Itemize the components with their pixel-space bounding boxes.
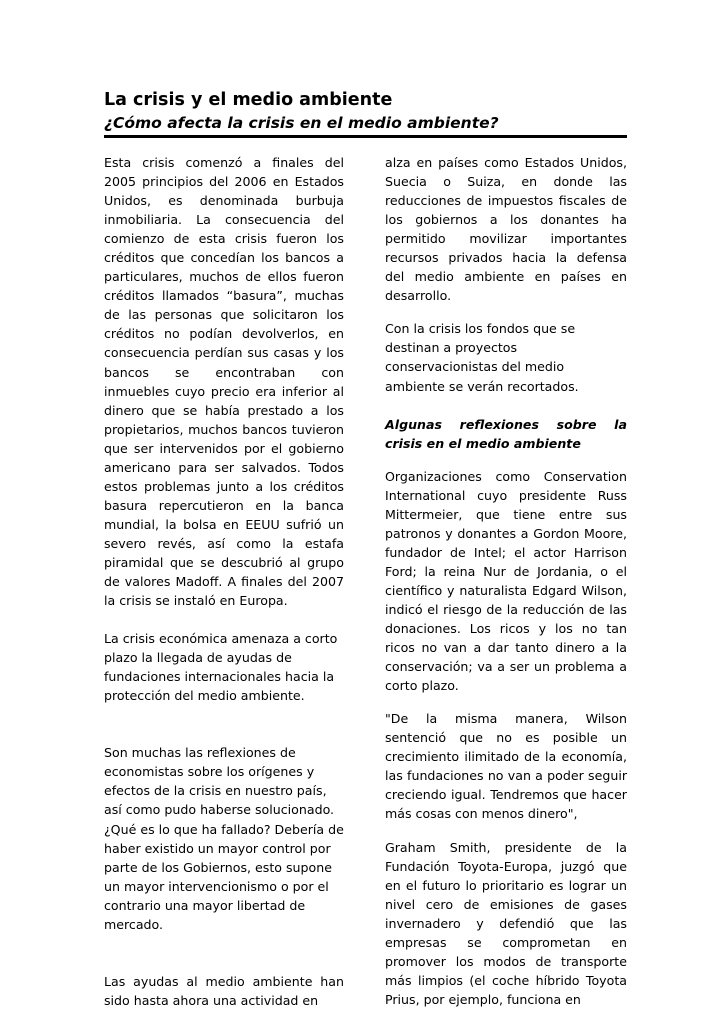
paragraph-environment-aid: Las ayudas al medio ambiente han sido hasta ahora una actividad en xyxy=(104,973,344,1008)
paragraph-spacer xyxy=(385,824,627,838)
paragraph-what-failed: ¿Qué es lo que ha fallado? Debería de haber existido un mayor control por parte de los Gobiernos, esto supone un mayor intervencionismo o por el contrario una mayor libertad de mercado. xyxy=(104,821,344,932)
paragraph-spacer xyxy=(385,396,627,415)
paragraph-economic-threat: La crisis económica amenaza a corto plazo la llegada de ayudas de fundaciones internacionales hacia la protección del medio ambiente. xyxy=(104,631,338,704)
right-column xyxy=(385,153,627,1009)
paragraph-spacer xyxy=(385,305,627,319)
document-subtitle: ¿Cómo afecta la crisis en el medio ambiente? xyxy=(104,114,499,132)
paragraph-conservation-international: Organizaciones como Conservation International cuyo presidente Russ Mittermeier, que tiene entre sus patronos y donantes a Gordon Moore, fundador de Intel; el actor Harrison Ford; la reina Nur de Jordania, o el científico y naturalista Edgard Wilson, indicó el riesgo de la reducción de las donaciones. Los ricos y los no tan ricos no van a dar tanto dinero a la conservación; va a ser un problema a corto plazo. xyxy=(385,468,627,694)
paragraph-spacer xyxy=(104,610,344,629)
paragraph-spacer xyxy=(385,453,627,467)
paragraph-graham-smith: Graham Smith, presidente de la Fundación Toyota-Europa, juzgó que en el futuro lo prioritario es lograr un nivel cero de emisiones de gases invernadero y defendió que las empresas se comprometan en promover los modos de transporte más limpios (el coche híbrido Toyota Prius, por ejemplo, funciona en xyxy=(385,839,627,1007)
section-heading: Algunas reflexiones sobre la crisis en el medio ambiente xyxy=(385,416,627,451)
title-divider xyxy=(104,135,627,138)
paragraph-spacer xyxy=(385,695,627,709)
paragraph-aid-countries: alza en países como Estados Unidos, Suecia o Suiza, en donde las reducciones de impuestos fiscales de los gobiernos a los donantes ha permitido movilizar importantes recursos privados hacia la defensa del medio ambiente en países en desarrollo. xyxy=(385,155,627,304)
paragraph-spacer xyxy=(104,934,344,972)
paragraph-reflections: Son muchas las reflexiones de economistas sobre los orígenes y efectos de la crisis en nuestro país, así como pudo haberse solucionado. xyxy=(104,745,335,818)
left-column xyxy=(104,153,344,1010)
paragraph-funds-cut: Con la crisis los fondos que se destinan a proyectos conservacionistas del medio ambiente se verán recortados. xyxy=(385,321,579,394)
document-title: La crisis y el medio ambiente xyxy=(104,90,393,110)
paragraph-crisis-origin: Esta crisis comenzó a finales del 2005 principios del 2006 en Estados Unidos, es denominada burbuja inmobiliaria. La consecuencia del comienzo de esta crisis fueron los créditos que concedían los bancos a particulares, muchos de ellos fueron créditos llamados “basura”, muchas de las personas que solicitaron los créditos no podían devolverlos, en consecuencia perdían sus casas y los bancos se encontraban con inmuebles cuyo precio era inferior al dinero que se había prestado a los propietarios, muchos bancos tuvieron que ser intervenidos por el gobierno americano para ser salvados. Todos estos problemas junto a los créditos basura repercutieron en la banca mundial, la bolsa en EEUU sufrió un severo revés, así como la estafa piramidal que se descubrió al grupo de valores Madoff. A finales del 2007 la crisis se instaló en Europa. xyxy=(104,155,344,609)
paragraph-spacer xyxy=(104,705,344,743)
paragraph-wilson-quote: "De la misma manera, Wilson sentenció que no es posible un crecimiento ilimitado de la economía, las fundaciones no van a poder seguir creciendo igual. Tendremos que hacer más cosas con menos dinero", xyxy=(385,711,627,822)
